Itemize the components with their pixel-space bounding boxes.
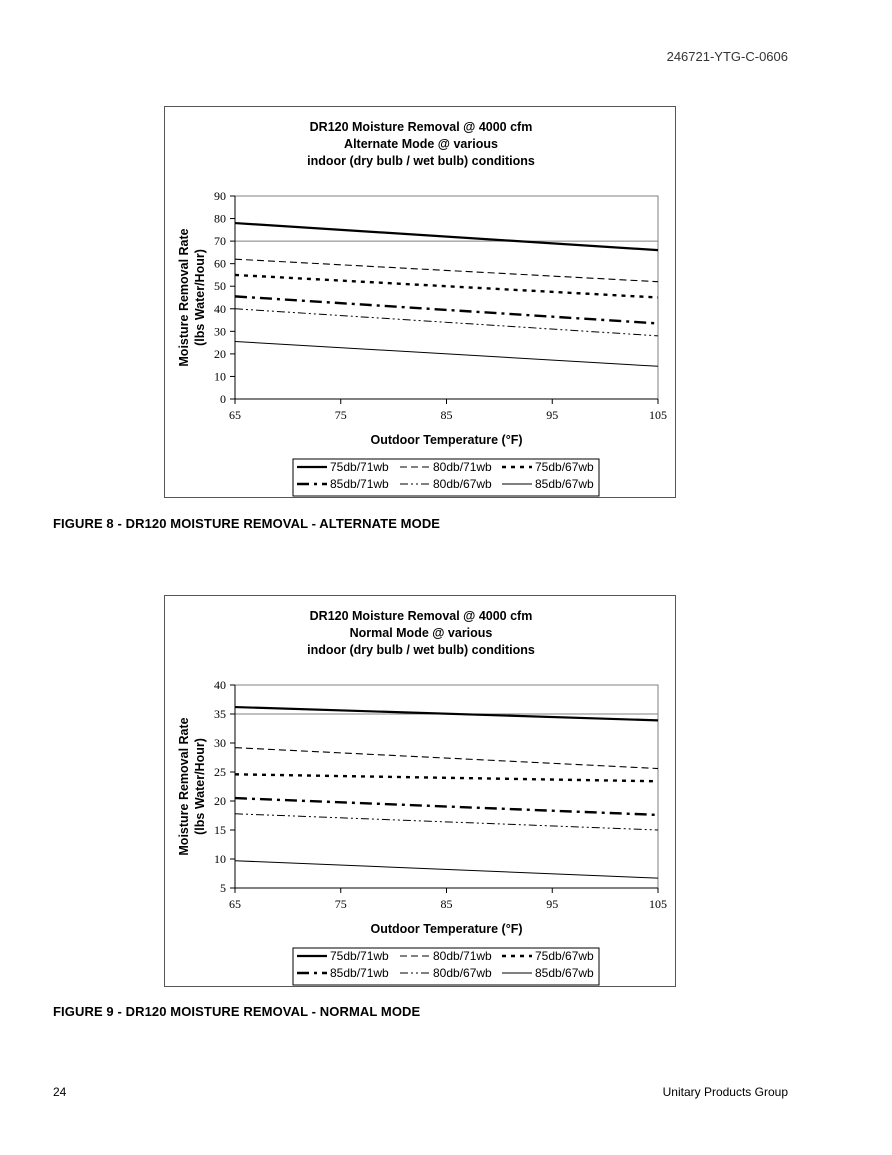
y-axis-label-line: (lbs Water/Hour) (193, 738, 207, 835)
x-tick-label: 65 (229, 408, 241, 422)
x-tick-label: 85 (440, 408, 453, 422)
legend-entry-label: 85db/67wb (535, 477, 594, 491)
chart-title-line: DR120 Moisture Removal @ 4000 cfm (309, 120, 533, 134)
footer-organization: Unitary Products Group (662, 1085, 788, 1099)
legend-entry-label: 75db/71wb (330, 949, 389, 963)
series-line-80db-71wb (235, 748, 658, 769)
x-tick-label: 95 (546, 408, 559, 422)
y-tick-label: 30 (214, 324, 226, 339)
legend-entry-label: 75db/67wb (535, 949, 594, 963)
y-tick-label: 40 (214, 301, 226, 316)
chart-title-line: Alternate Mode @ various (344, 137, 498, 151)
chart-title-line: indoor (dry bulb / wet bulb) conditions (307, 154, 535, 168)
chart-title-line: DR120 Moisture Removal @ 4000 cfm (309, 609, 533, 623)
chart-title-line: indoor (dry bulb / wet bulb) conditions (307, 643, 535, 657)
page-number: 24 (53, 1085, 67, 1099)
x-axis-label: Outdoor Temperature (°F) (370, 433, 523, 447)
legend-entry-label: 80db/71wb (433, 460, 492, 474)
series-line-85db-71wb (235, 798, 658, 815)
series-line-85db-67wb (235, 341, 658, 366)
x-tick-label: 105 (649, 897, 667, 911)
y-tick-label: 10 (214, 852, 226, 866)
legend-entry-label: 80db/71wb (433, 949, 492, 963)
series-line-75db-71wb (235, 223, 658, 250)
y-tick-label: 15 (214, 823, 226, 837)
legend-entry-label: 85db/71wb (330, 966, 389, 980)
y-tick-label: 20 (214, 794, 226, 808)
x-tick-label: 65 (229, 897, 241, 911)
series-line-85db-67wb (235, 861, 658, 878)
series-line-75db-67wb (235, 275, 658, 298)
x-tick-label: 85 (440, 897, 453, 911)
figure-9-caption: FIGURE 9 - DR120 MOISTURE REMOVAL - NORMAL MODE (53, 1004, 421, 1019)
plot-area-frame (235, 685, 658, 888)
y-tick-label: 20 (214, 346, 226, 361)
y-tick-label: 90 (214, 189, 226, 203)
normal-mode-chart-svg (165, 596, 677, 988)
y-tick-label: 0 (220, 392, 226, 406)
y-tick-label: 70 (214, 234, 226, 249)
x-axis-label: Outdoor Temperature (°F) (370, 922, 523, 936)
y-axis-label-line: Moisture Removal Rate (177, 717, 191, 856)
series-line-85db-71wb (235, 296, 658, 323)
legend-entry-label: 75db/67wb (535, 460, 594, 474)
y-tick-label: 80 (214, 211, 226, 226)
y-tick-label: 35 (214, 707, 226, 721)
y-tick-label: 50 (214, 279, 226, 294)
x-tick-label: 75 (334, 408, 347, 422)
y-tick-label: 30 (214, 736, 226, 750)
x-tick-label: 75 (334, 897, 347, 911)
y-tick-label: 60 (214, 256, 226, 271)
legend-entry-label: 85db/67wb (535, 966, 594, 980)
chart-title-line: Normal Mode @ various (349, 626, 493, 640)
alternate-mode-chart-svg (165, 107, 677, 499)
series-line-75db-67wb (235, 774, 658, 781)
y-tick-label: 5 (220, 881, 226, 895)
x-tick-label: 105 (649, 408, 667, 422)
y-axis-label-line: (lbs Water/Hour) (193, 249, 207, 346)
legend-entry-label: 80db/67wb (433, 477, 492, 491)
y-tick-label: 40 (214, 678, 226, 692)
y-tick-label: 10 (214, 369, 226, 384)
document-id: 246721-YTG-C-0606 (666, 49, 788, 64)
y-tick-label: 25 (214, 765, 226, 779)
legend-entry-label: 75db/71wb (330, 460, 389, 474)
series-line-80db-67wb (235, 309, 658, 336)
legend-entry-label: 85db/71wb (330, 477, 389, 491)
normal-mode-chart (164, 595, 676, 987)
x-tick-label: 95 (546, 897, 559, 911)
y-axis-label-line: Moisture Removal Rate (177, 228, 191, 367)
series-line-80db-67wb (235, 814, 658, 830)
figure-8-caption: FIGURE 8 - DR120 MOISTURE REMOVAL - ALTERNATE MODE (53, 516, 441, 531)
legend-entry-label: 80db/67wb (433, 966, 492, 980)
alternate-mode-chart (164, 106, 676, 498)
